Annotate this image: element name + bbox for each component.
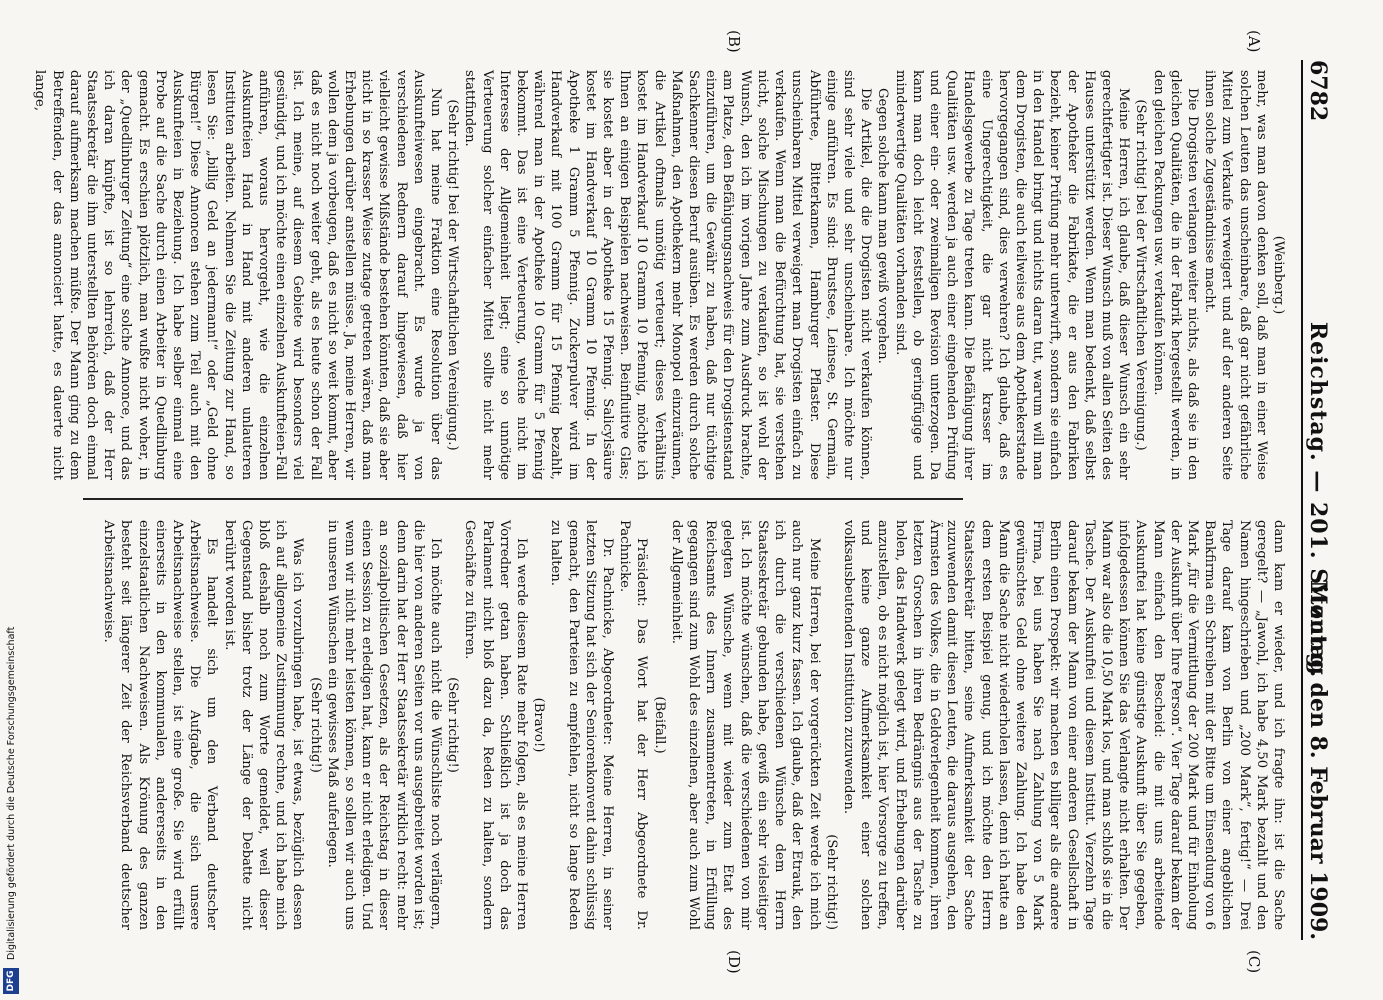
dfg-logo: DFG (3, 968, 19, 994)
page-title: Reichstag. — 201. Sitzung. (1305, 321, 1331, 679)
paragraph: Die Drogisten verlangen weiter nichts, als daß sie in den gleichen Qualitäten, die in der Fabrik hergestellt werden, in den gleichen Packungen usw. verkaufen können. (1150, 70, 1200, 480)
paragraph: Die Artikel, die die Drogisten nicht verkaufen können, sind sehr viele und sehr unscheinbare. Ich möchte nur einige anführen. Es sind: Brustsee, Leinsee, St. Germain, Abführtee, Bitterkamen, Hamburger Pflaster. Diese unscheinbaren Mittel verweigert man Drogisten einfach zu verkaufen. Wenn man die Befürchtung hat, sie verstehen nicht, solche Mischungen zu verkaufen, so ist wohl der Wunsch, den ich im vorigen Jahre zum Ausdruck brachte, am Platze, den Befähigungsnachweis für den Drogistenstand einzuführen, um die Gewähr zu haben, daß nur tüchtige Sachkenner diesen Beruf ausüben. Es werden durch solche Maßnahmen, den Apothekern mehr Monopol einzuräumen, die Artikel oftmals unnötig verteuert; dieses Verhältnis kostet im Handverkauf 10 Gramm 10 Pfennig, möchte ich Ihnen an einigen Beispielen nachweisen. Beinfluitive Glas; sie kostet aber in der Apotheke 15 Pfennig. Salicylsäure kostet im Handverkauf 10 Gramm 10 Pfennig. In der Apotheke 1 Gramm 5 Pfennig. Zuckerpulver wird im Handverkauf mit 100 Gramm für 15 Pfennig bezahlt, während man in der Apotheke 10 Gramm für 5 Pfennig bekommt. Das ist eine Verteuerung, welche nicht im Interesse der Allgemeinheit liegt; eine so unnötige Verteuerung solcher einfacher Mittel sollte nicht mehr stattfinden. (462, 70, 874, 480)
paragraph: dann kam er wieder, und ich fragte ihn: ist die Sache geregelt? — „Jawohl, ich habe 4,50 Mark bezahlt und den Namen hingeschrieben und „200 Mark“, fertig!“ — Drei Tage darauf kam von Berlin von einer angeblichen Bankfirma ein Schreiben mit der Bitte um Einsendung von 6 Mark „für die Vermittlung der 200 Mark und für Einholung der Auskunft über Ihre Person“. Vier Tage darauf bekam der Mann einfach den Bescheid: die mit uns arbeitende Auskunftei hat keine günstige Auskunft über Sie gegeben, infolgedessen können Sie das Verlangte nicht erhalten. Der Mann war also die 10,50 Mark los, und man schloß sie in die Tasche. Der Auskunftei und diesem Institut. Vierzehn Tage darauf bekam der Mann von einer anderen Gesellschaft in Berlin einen Prospekt: wir machen es billiger als die andere Firma, bei uns haben Sie nach Zahlung von 5 Mark gewünschtes Geld ohne weitere Zahlung. Ich habe den Mann die Sache nicht wiederholen lassen, denn ich hatte an dem ersten Beispiel genug, und ich möchte den Herrn Staatssekretär bitten, seine Aufmerksamkeit der Sache zuzuwenden damit diesen Leuten, die daraus ausgehen, den Ärmsten des Volkes, die in Geldverlegenheit kommen, ihren letzten Groschen in ihren Bedrängnis aus der Tasche zu holen, das Handwerk gelegt wird, und Erhebungen darüber anzustellen, ob es nicht möglich ist, hier Vorsorge zu treffen, und keine ganze Aufmerksamkeit einer solchen volksausbeutenden Institution zuzuwenden. (840, 520, 1286, 930)
paragraph: mehr, was man davon denken soll, daß man in einer Weise solchen Leuten das unscheinbare, daß gar nicht gefährliche Mittel zum Verkaufe verweigert und auf der anderen Seite ihnen solche Zugeständnisse macht. (1202, 70, 1269, 480)
margin-marker-b: (B) (725, 30, 743, 53)
left-text-column (32, 70, 1287, 480)
right-text-column (67, 520, 1287, 930)
paragraph: Dr. Pachnicke, Abgeordneter: Meine Herren, in seiner letzten Sitzung hat sich der Seniorenkonvent dahin schlüssig gemacht, den Parteien zu empfehlen, nicht so lange Reden zu halten. (548, 520, 616, 930)
interjection: (Sehr richtig! bei der Wirtschaftlichen Vereinigung.) (1133, 99, 1149, 451)
dfg-footer (0, 0, 30, 1000)
interjection: (Bravo!) (531, 697, 547, 753)
interjection: (Sehr richtig!) (445, 677, 461, 773)
interjection: (Sehr richtig!) (823, 834, 839, 930)
funding-note: Digitalisierung gefördert durch die Deutsche Forschungsgemeinschaft (6, 626, 17, 960)
paragraph: Ich werde diesem Rate mehr folgen, als es meine Herren Vorredner getan haben. Schließlich ist ja doch das Parlament nicht bloß dazu da, Reden zu halten, sondern Geschäfte zu führen. (462, 520, 530, 930)
margin-marker-a: (A) (1245, 30, 1263, 53)
page-header (1301, 60, 1337, 940)
paragraph: Es handelt sich um den Verband deutscher Arbeitsnachweise. Die Aufgabe, die sich unsere Arbeitsnachweise stellen, ist eine große. Sie wird erfüllt einerseits in den kommunalen, andererseits in den einzelstaatlichen Nachweisen. Als Krönung des ganzen besteht seit längerer Zeit der Reichsverband deutscher Arbeitsnachweise. (101, 520, 220, 930)
president-statement: Präsident: Das Wort hat der Herr Abgeordnete Dr. Pachnicke. (617, 520, 650, 930)
paragraph: Meine Herren, ich glaube, daß dieser Wunsch ein sehr gerechtfertigter ist. Dieser Wunsch muß von allen Seiten des Hauses unterstützt werden. Wenn man bedenkt, daß selbst der Apotheker die Fabrikate, die er aus den Fabriken bezieht, keiner Prüfung mehr unterwirft, sondern sie einfach in den Handel bringt und nichts daran tut, warum will man dem Drogisten, die auch teilweise aus dem Apothekerstande hervorgegangen sind, dies verwehren? Ich glaube, daß es eine Ungerechtigkeit, die gar nicht krasser im Handelsgewerbe zu Tage treten kann. Die Befähigung ihrer Qualitäten usw. werden ja auch einer eingehenden Prüfung und einer ein- oder zweimaligen Revision unterzogen. Da kann man doch leicht feststellen, ob geringfügige und minderwertige Qualitäten vorhanden sind. (892, 70, 1132, 480)
interjection: (Sehr richtig! bei der Wirtschaftlichen Vereinigung.) (445, 99, 461, 451)
paragraph: Nun hat meine Fraktion eine Resolution über das Auskunfteiwesen eingebracht. Es wurde ja von verschiedenen Rednern darauf hingewiesen, daß hier vielleicht gewisse Mißstände bestehen könnten, daß sie aber nicht in so krasser Weise zutage getreten wären, daß man Erhebungen darüber anstellen müsse. Ja, meine Herren, wir wollen dem ja vorbeugen, daß es nicht so weit kommt, aber daß es nicht noch weiter geht, als es heute schon der Fall ist. Ich meine, auf diesem Gebiete wird besonders viel gesündigt, und ich möchte einen einzelnen Auskunfteien-Fall anführen, woraus hervorgeht, wie die einzelnen Auskunfteien Hand in Hand mit anderen unlauteren Instituten arbeiten. Nehmen Sie die Zeitung zur Hand, so lesen Sie: „billig Geld an jedermann!“ oder „Geld ohne Bürgen!“ Diese Annoncen stehen zum Teil auch mit den Auskunfteien in Beziehung. Ich habe selber einmal eine Probe auf die Sache durch einen Arbeiter in Quedlinburg gemacht. Es erschien plötzlich, man wußte nicht woher, in der „Quedlinburger Zeitung“ eine solche Annonce, und das ich daran knüpfte, ist so lehrreich, daß der Herr Staatssekretär die ihm unterstellten Behörden doch einmal darauf aufmerksam machen müßte. Der Mann ging zu dem Betreffenden, der das annonciert hatte, es dauerte nicht lange, (32, 70, 444, 480)
margin-marker-d: (D) (725, 950, 743, 974)
column-divider (83, 498, 963, 500)
speaker-name: (Weinberg.) (1271, 235, 1286, 315)
margin-marker-c: (C) (1245, 950, 1263, 974)
page-number: 6782 (1305, 60, 1331, 122)
paragraph: Was ich vorzubringen habe, ist etwas, bezüglich dessen ich auf allgemeine Zustimmung rechne, und ich habe mich bloß deshalb noch zum Worte gemeldet, weil dieser Gegenstand bisher trotz der Länge der Debatte nicht berührt worden ist. (221, 520, 306, 930)
interjection: (Sehr richtig!) (307, 677, 323, 773)
interjection: (Beifall.) (651, 696, 667, 754)
paragraph: Meine Herren, bei der vorgerückten Zeit werde ich mich auch nur ganz kurz fassen. Ich glaube, daß der Etrauk, den ich durch die verschiedenen Wünsche dem Herrn Staatssekretär gebunden habe, gewiß ein sehr vielseitiger ist. Ich möchte wünschen, daß die verschiedenen von mir gelegten Wünsche, wenn mit wieder zum Etat des Reichsamts des Innern zusammentreten, in Erfüllung gegangen sind zum Wohl des einzelnen, aber auch zum Wohl der Allgemeinheit. (668, 520, 822, 930)
session-date: Montag den 8. Februar 1909. (1305, 580, 1331, 940)
paragraph: Gegen solche kann man gewiß vorgehen. (875, 88, 891, 364)
paragraph: Ich möchte auch nicht die Wünschliste noch verlängern, die hier von anderen Seiten vor uns ausgebreitet worden ist; denn darin hat der Herr Staatssekretär wirklich recht: mehr an sozialpolitischen Gesetzen, als der Reichstag in dieser einen Session zu erledigen hat, kann er nicht erledigen. Und wenn wir nicht mehr leisten können, so sollen wir auch uns in unseren Wünschen ein gewisses Maß auferlegen. (324, 520, 444, 930)
